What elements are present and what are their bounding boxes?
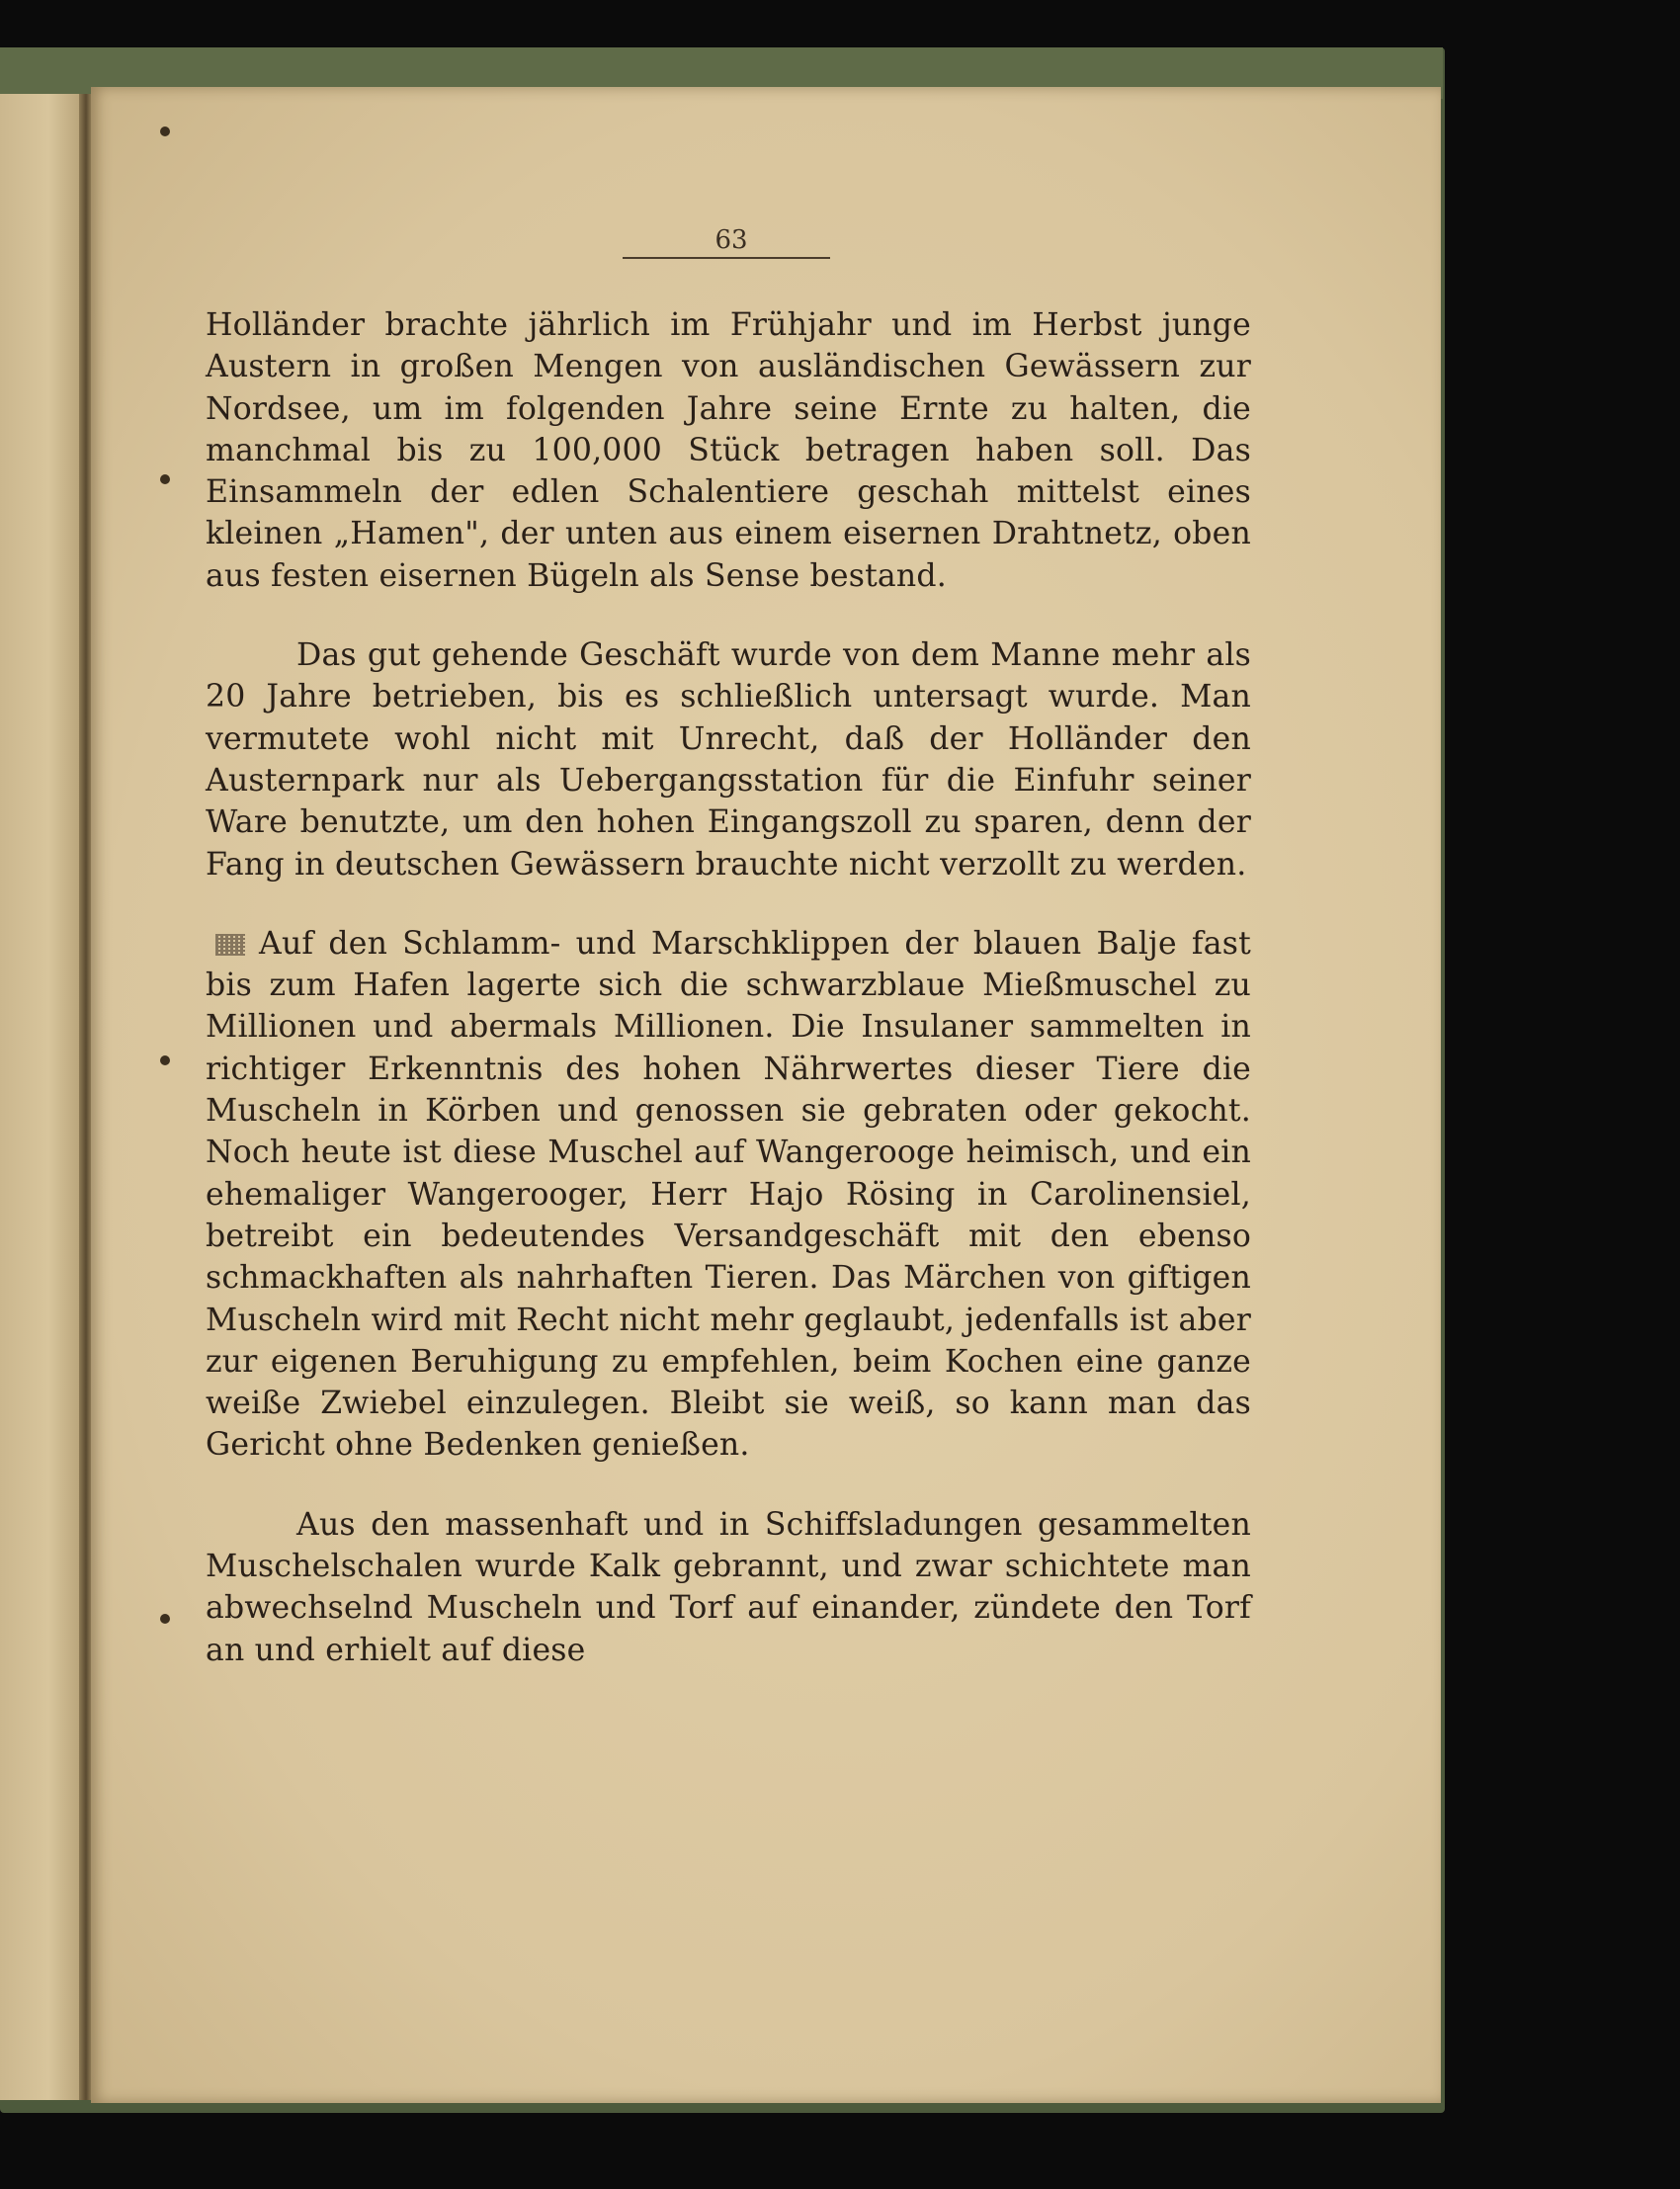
binding-hole <box>160 1055 170 1065</box>
left-page-edge <box>0 94 81 2100</box>
library-stamp-icon <box>215 934 245 956</box>
binding-hole <box>160 474 170 484</box>
paragraph: Aus den massenhaft und in Schiffsladungen gesammelten Muschelschalen wurde Kalk gebrannt, und zwar schichtete man abwechselnd Muscheln und Torf auf einander, zündete den Torf an und erhielt auf diese <box>206 1506 1251 1668</box>
binding-hole <box>160 126 170 136</box>
body-text <box>206 304 1251 1671</box>
header-rule <box>623 257 830 259</box>
paragraph: Das gut gehende Geschäft wurde von dem Manne mehr als 20 Jahre betrieben, bis es schließlich untersagt wurde. Man vermutete wohl nicht mit Unrecht, daß der Holländer den Austernpark nur als Uebergangsstation für die Einfuhr seiner Ware benutzte, um den hohen Eingangszoll zu sparen, denn der Fang in deutschen Gewässern brauchte nicht verzollt zu werden. <box>206 637 1251 883</box>
page-number: 63 <box>714 225 748 255</box>
paragraph: Holländer brachte jährlich im Frühjahr und im Herbst junge Austern in großen Mengen von ausländischen Gewässern zur Nordsee, um im folgenden Jahre seine Ernte zu halten, die manchmal bis zu 100,000 Stück betragen haben soll. Das Einsammeln der edlen Schalentiere geschah mittelst eines kleinen „Hamen", der unten aus einem eisernen Drahtnetz, oben aus festen eisernen Bügeln als Sense bestand. <box>206 307 1251 594</box>
paragraph: Auf den Schlamm- und Marschklippen der blauen Balje fast bis zum Hafen lagerte sich die schwarzblaue Mießmuschel zu Millionen und abermals Millionen. Die Insulaner sammelten in richtiger Erkenntnis des hohen Nährwertes dieser Tiere die Muscheln in Körben und genossen sie gebraten oder gekocht. Noch heute ist diese Muschel auf Wangerooge heimisch, und ein ehemaliger Wangerooger, Herr Hajo Rösing in Carolinensiel, betreibt ein bedeutendes Versandgeschäft mit den ebenso schmackhaften als nahrhaften Tieren. Das Märchen von giftigen Muscheln wird mit Recht nicht mehr geglaubt, jedenfalls ist aber zur eigenen Beruhigung zu empfehlen, beim Kochen eine ganze weiße Zwiebel einzulegen. Bleibt sie weiß, so kann man das Gericht ohne Bedenken genießen. <box>206 925 1251 1464</box>
paragraph-with-stamp <box>206 923 1251 1467</box>
binding-hole <box>160 1614 170 1624</box>
